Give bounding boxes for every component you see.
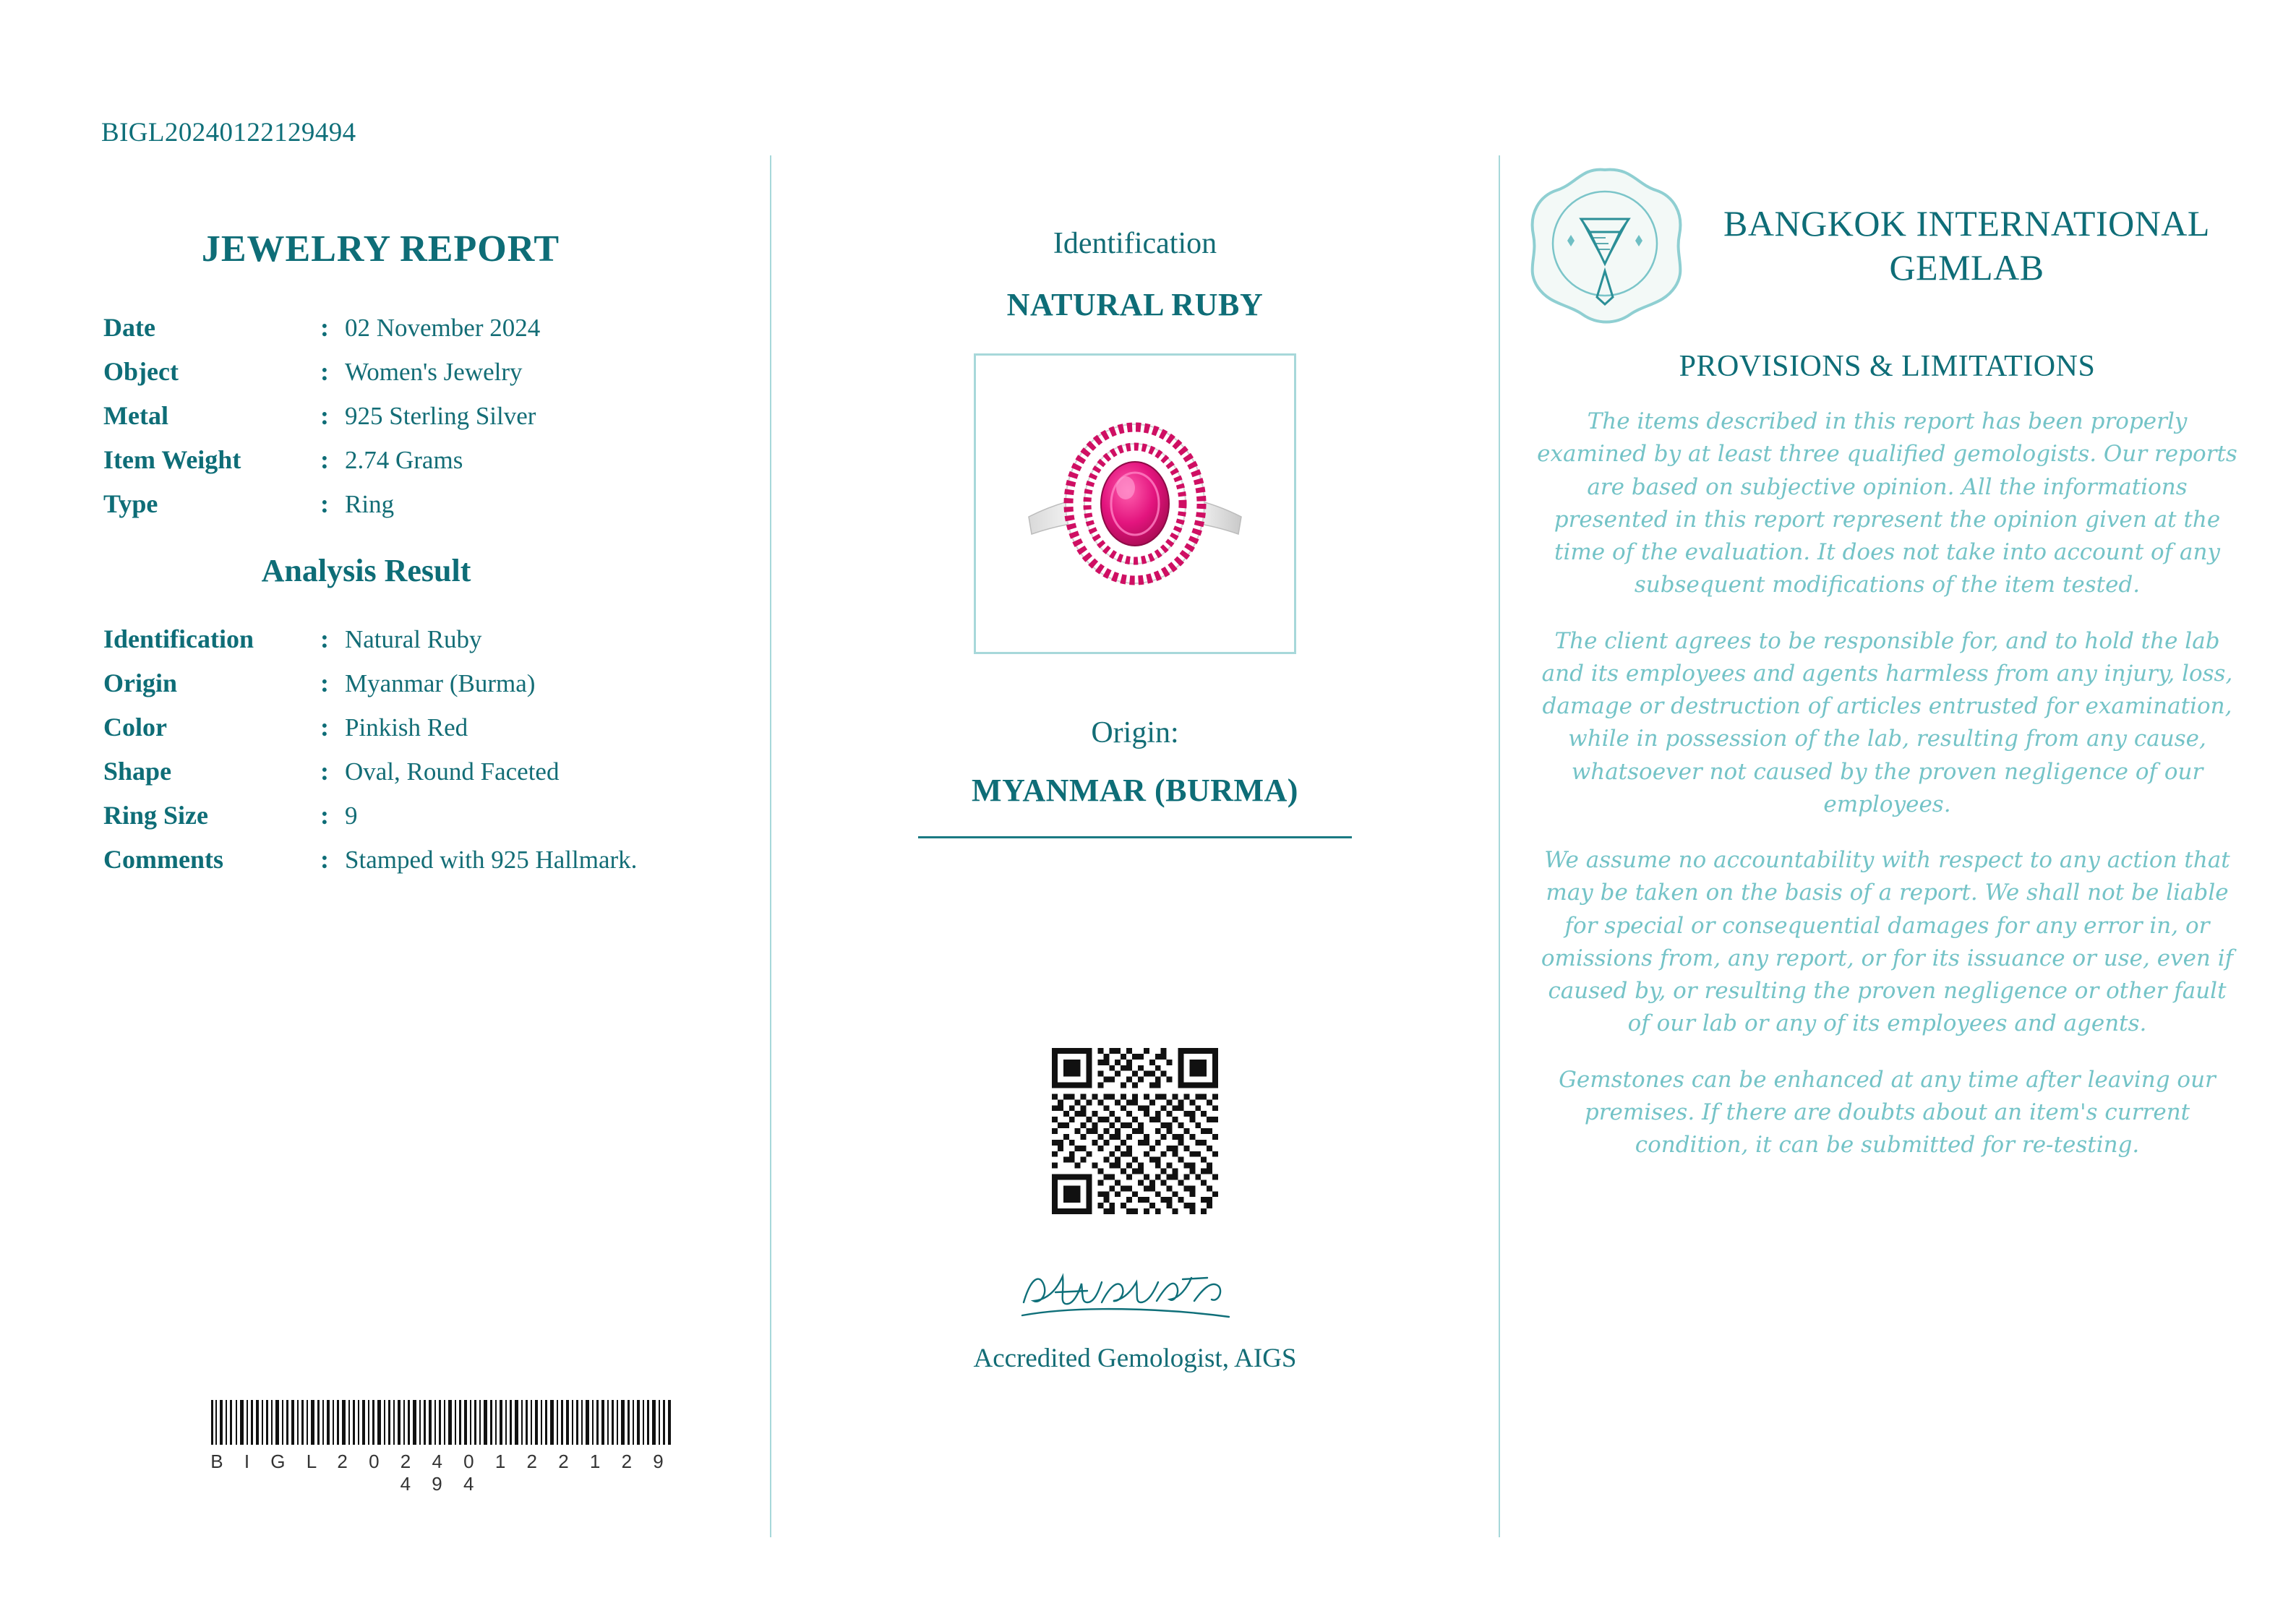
detail-colon: : (320, 357, 329, 386)
page-title: JEWELRY REPORT (201, 228, 560, 270)
analysis-label: Color (103, 713, 167, 742)
analysis-row (103, 844, 741, 875)
origin-value: MYANMAR (BURMA) (972, 773, 1298, 808)
ring-photo (1016, 395, 1254, 612)
analysis-value: Oval, Round Faceted (345, 757, 560, 786)
analysis-row (103, 668, 741, 698)
detail-label: Metal (103, 401, 168, 430)
detail-value: Women's Jewelry (345, 358, 523, 386)
analysis-colon: : (320, 624, 329, 653)
brand-name: BANGKOK INTERNATIONAL GEMLAB (1723, 203, 2210, 288)
analysis-label: Shape (103, 757, 172, 786)
detail-row (103, 356, 741, 387)
analysis-row (103, 756, 741, 786)
detail-value: 02 November 2024 (345, 314, 541, 342)
detail-row (103, 444, 741, 475)
barcode-label: B I G L 2 0 2 4 0 1 2 2 1 2 9 4 9 4 (210, 1451, 672, 1495)
gemlab-logo-icon (1522, 163, 1688, 329)
analysis-label: Identification (103, 624, 254, 653)
left-column (0, 155, 770, 1537)
detail-value: 2.74 Grams (345, 446, 463, 474)
identification-label: Identification (1053, 227, 1217, 260)
provisions-paragraph: The items described in this report has been properly examined by at least three qualified gemologists. Our reports are based on subjective opinion. All the informations presented in this report represent the opinion given at the time of the evaluation. It does not take into account of any subsequent modifications of the item tested. (1537, 408, 2237, 598)
analysis-row (103, 800, 741, 830)
detail-row (103, 400, 741, 431)
identification-value: NATURAL RUBY (1006, 287, 1264, 322)
analysis-label: Comments (103, 845, 223, 874)
middle-column (770, 155, 1500, 1537)
detail-colon: : (320, 445, 329, 474)
provisions-paragraph: We assume no accountability with respect to any action that may be taken on the basis of a report. We shall not be liable for special or consequential damages for any error in, or omissions from, any report, or for its issuance or use, even if caused by, or resulting the proven negligence or other fault of our lab or any of its employees and agents. (1541, 847, 2234, 1037)
analysis-label: Origin (103, 669, 178, 697)
analysis-value: 9 (345, 802, 358, 830)
analysis-value: Stamped with 925 Hallmark. (345, 846, 638, 874)
analysis-label: Ring Size (103, 801, 209, 830)
detail-value: 925 Sterling Silver (345, 402, 536, 430)
gemologist-caption: Accredited Gemologist, AIGS (973, 1344, 1297, 1373)
signature (1012, 1258, 1258, 1330)
provisions-body (1522, 405, 2253, 1161)
detail-label: Type (103, 489, 158, 518)
analysis-row (103, 712, 741, 742)
detail-label: Item Weight (103, 445, 241, 474)
analysis-value: Myanmar (Burma) (345, 669, 536, 697)
report-id: BIGL20240122129494 (101, 118, 356, 147)
origin-label: Origin: (1091, 716, 1179, 749)
qr-code-icon[interactable] (1052, 1048, 1218, 1214)
provisions-title: PROVISIONS & LIMITATIONS (1679, 350, 2096, 383)
provisions-paragraph: Gemstones can be enhanced at any time after leaving our premises. If there are doubts about an item's current condition, it can be submitted for re-testing. (1559, 1066, 2216, 1158)
analysis-value: Pinkish Red (345, 713, 468, 742)
divider (918, 836, 1352, 838)
analysis-value: Natural Ruby (345, 625, 482, 653)
analysis-colon: : (320, 757, 329, 786)
certificate-columns (0, 155, 2296, 1537)
analysis-list (100, 624, 741, 875)
detail-colon: : (320, 313, 329, 342)
analysis-colon: : (320, 713, 329, 742)
provisions-paragraph: The client agrees to be responsible for, and to hold the lab and its employees and agents harmless from any injury, loss, damage or destruction of articles entrusted for examination, while in possession of the lab, resulting from any cause, whatsoever not caused by the proven negligence of our employees. (1541, 627, 2233, 817)
right-column (1500, 155, 2296, 1537)
detail-label: Date (103, 313, 155, 342)
details-list (100, 312, 741, 519)
detail-colon: : (320, 401, 329, 430)
barcode-block (210, 1400, 672, 1495)
analysis-row (103, 624, 741, 654)
brand-header (1522, 163, 2253, 329)
analysis-title: Analysis Result (261, 553, 471, 588)
detail-value: Ring (345, 490, 395, 518)
detail-row (103, 312, 741, 343)
barcode-icon (210, 1400, 672, 1445)
detail-label: Object (103, 357, 179, 386)
analysis-colon: : (320, 669, 329, 697)
analysis-colon: : (320, 801, 329, 830)
detail-colon: : (320, 489, 329, 518)
analysis-colon: : (320, 845, 329, 874)
detail-row (103, 489, 741, 519)
gem-photo-frame (974, 353, 1296, 654)
